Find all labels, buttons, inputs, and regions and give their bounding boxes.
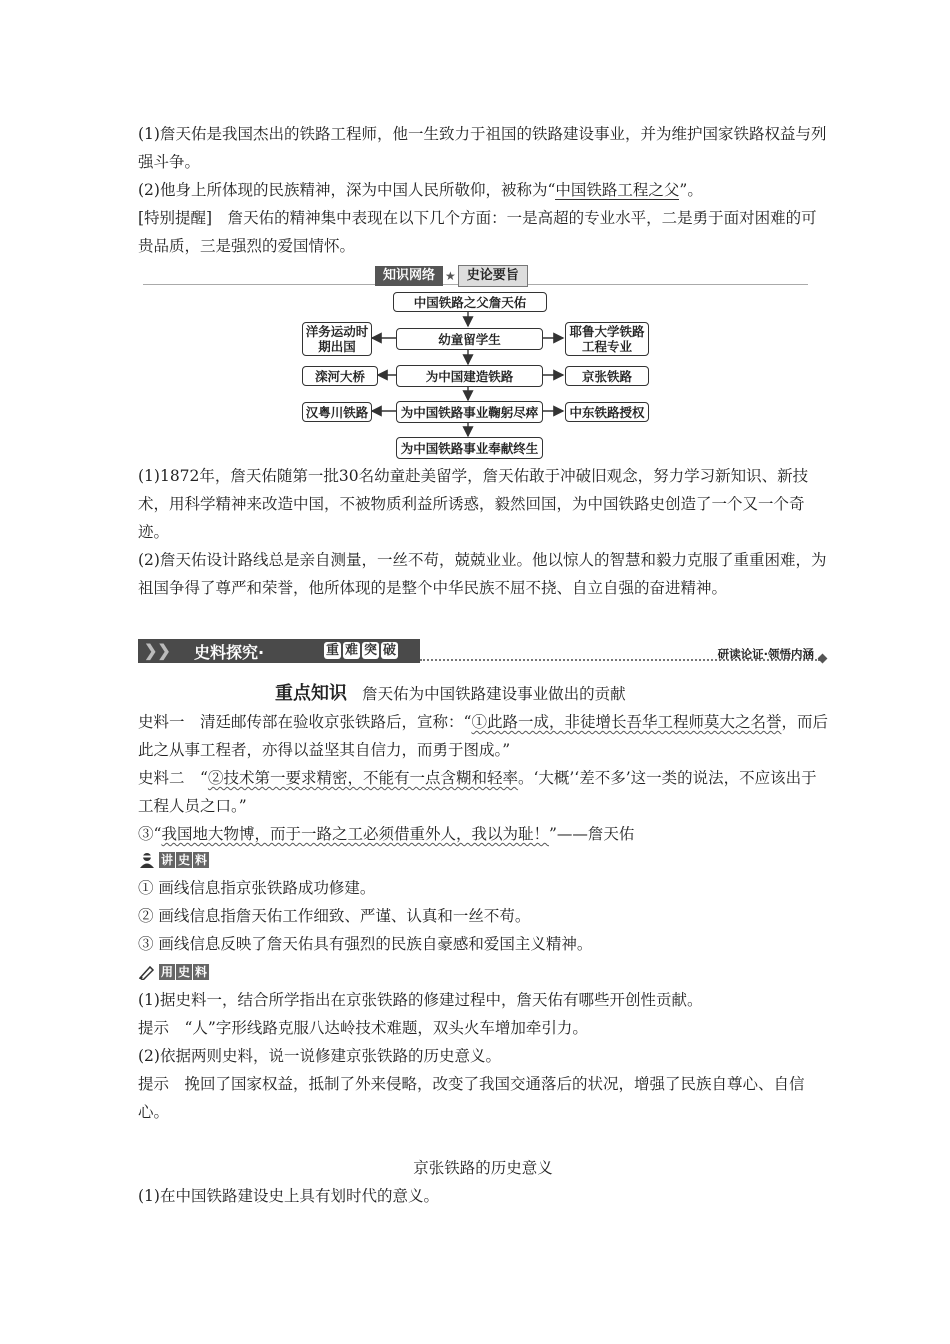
paragraph-design: (2)詹天佑设计路线总是亲自测量，一丝不苟，兢兢业业。他以惊人的智慧和毅力克服了重重困难，为祖国争得了尊严和荣誉，他所体现的是整个中华民族不屈不挠、自立自强的奋进精神。 [138, 551, 827, 597]
key-label: 重点知识 [275, 683, 347, 704]
diagram-node-study-abroad: 幼童留学生 [396, 328, 543, 350]
key-knowledge-heading [275, 679, 626, 705]
wavy-underline-text: 我国地大物博，而于一路之工必须借重外人，我以为耻！ [161, 825, 549, 843]
source-three [138, 820, 828, 848]
hint-1: 提示 “人”字形线路克服八达岭技术难题，双头火车增加牵引力。 [138, 1019, 588, 1037]
underlined-title: 中国铁路工程之父 [555, 181, 680, 199]
section-right-label: 研读论证·领悟内涵 [717, 647, 814, 661]
section-banner [138, 639, 828, 663]
badge: 史 [177, 965, 190, 979]
yong-shiliao-tag [138, 964, 209, 980]
text: ”。 [679, 181, 703, 199]
diagram-node-lifelong: 为中国铁路事业奉献终生 [396, 437, 543, 459]
teacher-icon [138, 852, 156, 868]
badge: 料 [194, 965, 207, 979]
banner-right-label: 史论要旨 [458, 265, 528, 287]
jiang-shiliao-tag [138, 852, 209, 868]
star-icon: ★ [445, 269, 456, 283]
badge: 用 [160, 965, 173, 979]
significance-item-1: (1)在中国铁路建设史上具有划时代的意义。 [138, 1187, 439, 1205]
jiang-item-2: ② 画线信息指詹天佑工作细致、严谨、认真和一丝不苟。 [138, 907, 531, 925]
paragraph-study-abroad: (1)1872年，詹天佑随第一批30名幼童赴美留学，詹天佑敢于冲破旧观念，努力学习新知识、新技术，用科学精神来改造中国，不被物质利益所诱惑，毅然回国，为中国铁路史创造了一个又一个奇迹。 [138, 467, 809, 541]
key-title: 詹天佑为中国铁路建设事业做出的贡献 [362, 685, 626, 703]
source-two [138, 764, 828, 820]
diagram-node-root: 中国铁路之父詹天佑 [393, 292, 547, 312]
hint-2: 提示 挽回了国家权益，抵制了外来侵略，改变了我国交通落后的状况，增强了民族自尊心、自信心。 [138, 1075, 805, 1121]
question-2: (2)依据两则史料，说一说修建京张铁路的历史意义。 [138, 1047, 501, 1065]
diagram-node-yale: 耶鲁大学铁路工程专业 [565, 322, 649, 356]
text: ③“ [138, 825, 162, 843]
diagram-connectors [0, 0, 950, 470]
diagram-node-zhongdong: 中东铁路授权 [565, 402, 649, 422]
diagram-node-hanyuechuan: 汉粤川铁路 [302, 402, 372, 422]
title-dot: · [258, 643, 265, 662]
diagram-node-dedication: 为中国铁路事业鞠躬尽瘁 [396, 401, 543, 423]
paragraph-special-note: [特别提醒] 詹天佑的精神集中表现在以下几个方面：一是高超的专业水平，二是勇于面对困难的可贵品质，三是强烈的爱国情怀。 [138, 209, 817, 255]
wavy-underline-text: ②技术第一要求精密，不能有一点含糊和轻率 [207, 769, 518, 787]
diagram-node-build-railway: 为中国建造铁路 [396, 365, 543, 387]
text: ，而后此之从事工程者，亦得以益坚其自信力，而勇于图成。” [138, 713, 828, 759]
text: 史料二 “ [138, 769, 208, 787]
badge: 讲 [160, 853, 173, 867]
section-badges [324, 642, 398, 659]
diagram-node-luanhe-bridge: 滦河大桥 [302, 366, 378, 386]
text: ”——詹天佑 [548, 825, 635, 843]
badge: 破 [382, 643, 396, 658]
paragraph-zhan-engineer: (1)詹天佑是我国杰出的铁路工程师，他一生致力于祖国的铁路建设事业，并为维护国家铁路权益与列强斗争。 [138, 125, 827, 171]
section-title [194, 640, 264, 663]
badge: 史 [177, 853, 190, 867]
section-heading-significance: 京张铁路的历史意义 [413, 1159, 553, 1177]
jiang-item-1: ① 画线信息指京张铁路成功修建。 [138, 879, 376, 897]
question-1: (1)据史料一，结合所学指出在京张铁路的修建过程中，詹天佑有哪些开创性贡献。 [138, 991, 703, 1009]
text: 。‘大概’‘差不多’这一类的说法，不应该出于工程人员之口。” [138, 769, 817, 815]
diagram-node-jingzhang: 京张铁路 [565, 366, 649, 386]
title-text: 史料探究 [194, 643, 259, 662]
wavy-underline-text: ①此路一成，非徒增长吾华工程师莫大之名誉 [471, 713, 782, 731]
badge: 重 [325, 643, 339, 658]
text: 史料一 清廷邮传部在验收京张铁路后，宣称：“ [138, 713, 472, 731]
badge: 难 [344, 643, 358, 658]
diagram-node-westernization: 洋务运动时期出国 [302, 322, 372, 356]
diamond-icon [818, 654, 828, 664]
banner-left-label: 知识网络 [375, 266, 443, 286]
pen-icon [138, 964, 156, 980]
text: (2)他身上所体现的民族精神，深为中国人民所敬仰，被称为“ [138, 181, 556, 199]
jiang-item-3: ③ 画线信息反映了詹天佑具有强烈的民族自豪感和爱国主义精神。 [138, 935, 593, 953]
badge: 料 [194, 853, 207, 867]
badge: 突 [363, 643, 377, 658]
source-one [138, 708, 828, 764]
chevron-icon: ❯❯ [144, 641, 171, 660]
